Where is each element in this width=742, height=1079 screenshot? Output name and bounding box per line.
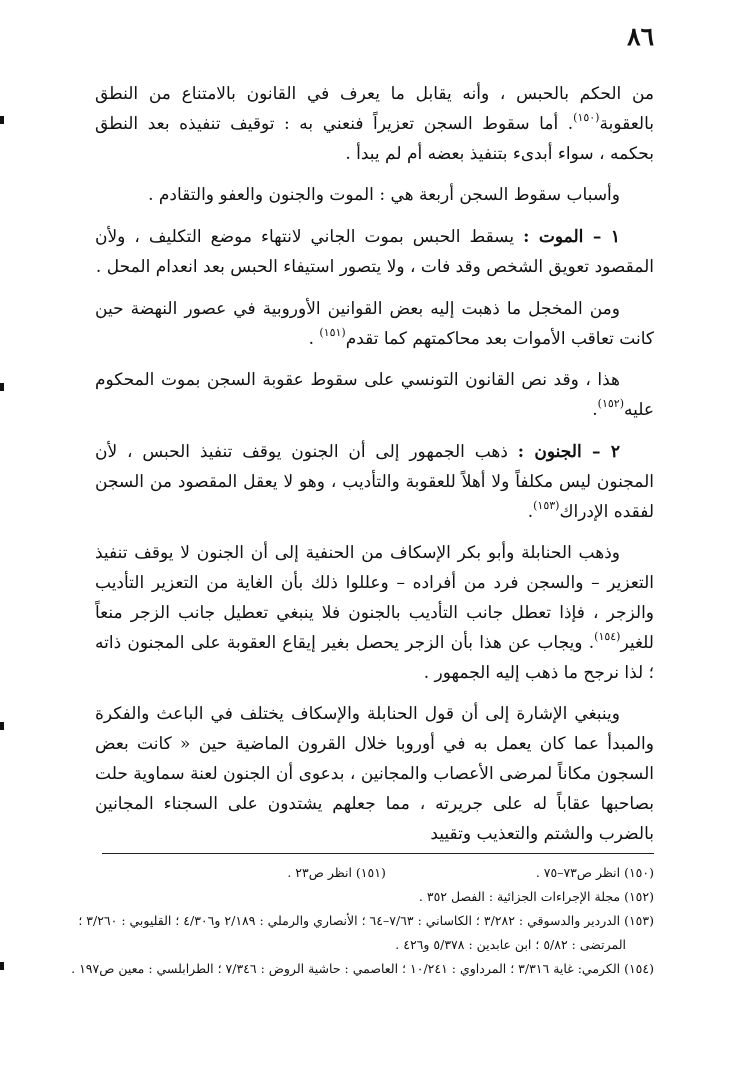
- footnote-152: (١٥٢) مجلة الإجراءات الجزائية : الفصل ٣٥٢ .: [418, 889, 654, 904]
- footnote-154: (١٥٤) الكرمي: غاية ٣/٣١٦ ؛ المرداوي : ١٠/٢٤١ ؛ العاصمي : حاشية الروض : ٧/٣٤٦ ؛ الطرابلسي : معين ص١٩٧ .: [71, 961, 654, 976]
- heading-death: ١ – الموت :: [523, 227, 620, 248]
- paragraph-2: [95, 181, 654, 211]
- footnote-150: (١٥٠) انظر ص٧٣–٧٥ .: [535, 865, 654, 880]
- footnote-151: (١٥١) انظر ص٢٣ .: [287, 865, 386, 880]
- text-run: وأسباب سقوط السجن أربعة هي : الموت والجنون والعفو والتقادم .: [148, 185, 620, 206]
- paragraph-7: [95, 539, 654, 688]
- text-run: ومن المخجل ما ذهبت إليه بعض القوانين الأوروبية في عصور النهضة حين كانت تعاقب الأموات بعد محاكمتهم كما تقدم: [95, 298, 654, 349]
- text-run: من الحكم بالحبس ، وأنه يقابل ما يعرف في القانون بالامتناع من النطق بالعقوبة: [95, 84, 654, 134]
- scan-edge-mark: [0, 722, 4, 730]
- body-text: [95, 80, 654, 861]
- paragraph-death: [95, 223, 654, 283]
- scan-edge-mark: [0, 962, 4, 970]
- footnote-ref-150[interactable]: (١٥٠): [573, 110, 600, 124]
- text-run: . أما سقوط السجن تعزيراً فنعني به : توقيف تنفيذه بعد النطق بحكمه ، سواء أبدىء بتنفيذ بعضه أم لم يبدأ .: [95, 113, 654, 164]
- paragraph-5: [95, 366, 654, 426]
- text-run: . ويجاب عن هذا بأن الزجر يحصل بغير إيقاع العقوبة على المجنون ذاته ؛ لذا نرجح ما ذهب إليه الجمهور .: [95, 632, 654, 683]
- footnote-153-continued: المرتضى : ٥/٨٢ ؛ ابن عابدين : ٥/٣٧٨ و٤٢٦ .: [395, 937, 626, 952]
- scan-edge-mark: [0, 383, 4, 391]
- footnote-ref-152[interactable]: (١٥٢): [597, 397, 624, 411]
- text-run: يسقط الحبس بموت الجاني لانتهاء موضع التكليف ، ولأن المقصود تعويق الشخص وقد فات ، ولا يتصور استيفاء الحبس بعد انعدام المحل .: [95, 227, 654, 277]
- paragraph-insanity: [95, 438, 654, 527]
- paragraph-4: [95, 295, 654, 355]
- text-run: هذا ، وقد نص القانون التونسي على سقوط عقوبة السجن بموت المحكوم عليه: [95, 370, 654, 421]
- text-run: .: [308, 328, 320, 349]
- footnote-row: [95, 861, 654, 885]
- footnote-ref-151[interactable]: (١٥١): [319, 325, 346, 339]
- text-run: .: [527, 501, 534, 522]
- page-number: ٨٦: [627, 22, 654, 51]
- footnotes: [71, 861, 654, 981]
- paragraph-1: [95, 80, 654, 169]
- footnote-divider: [102, 853, 654, 854]
- text-run: وذهب الحنابلة وأبو بكر الإسكاف من الحنفية إلى أن الجنون لا يوقف تنفيذ التعزير – والسجن فرد من أفراده – وعللوا ذلك بأن الغاية من التعزير التأديب والزجر ، فإذا تعطل جانب التأديب بالجنون فلا ينبغي تعطيل جانب الزجر منعاً للغير: [95, 543, 654, 653]
- text-run: .: [592, 400, 598, 421]
- footnote-ref-153[interactable]: (١٥٣): [533, 498, 560, 512]
- footnote-153: (١٥٣) الدردير والدسوقي : ٣/٢٨٢ ؛ الكاساني : ٧/٦٣–٦٤ ؛ الأنصاري والرملي : ٢/١٨٩ و٤/٣٠٦ ؛ القليوبي : ٣/٢٦٠ ؛: [78, 913, 654, 928]
- text-run: وينبغي الإشارة إلى أن قول الحنابلة والإسكاف يختلف في الباعث والفكرة والمبدأ عما كان يعمل به في أوروبا خلال القرون الماضية حين « كانت بعض السجون مكاناً لمرضى الأعصاب والمجانين ، بدعوى أن الجنون لعنة سماوية حلت بصاحبها عقاباً له على جريرته ، مما جعلهم يشتدون على السجناء المجانين بالضرب والشتم والتعذيب وتقييد: [95, 704, 654, 844]
- heading-insanity: ٢ – الجنون :: [517, 441, 621, 462]
- scan-edge-mark: [0, 116, 4, 124]
- paragraph-8: [95, 700, 654, 849]
- footnote-ref-154[interactable]: (١٥٤): [594, 629, 621, 643]
- text-run: ذهب الجمهور إلى أن الجنون يوقف تنفيذ الحبس ، لأن المجنون ليس مكلفاً ولا أهلاً للعقوبة والتأديب ، وهو لا يعقل المقصود من السجن لفقده الإدراك: [95, 441, 654, 522]
